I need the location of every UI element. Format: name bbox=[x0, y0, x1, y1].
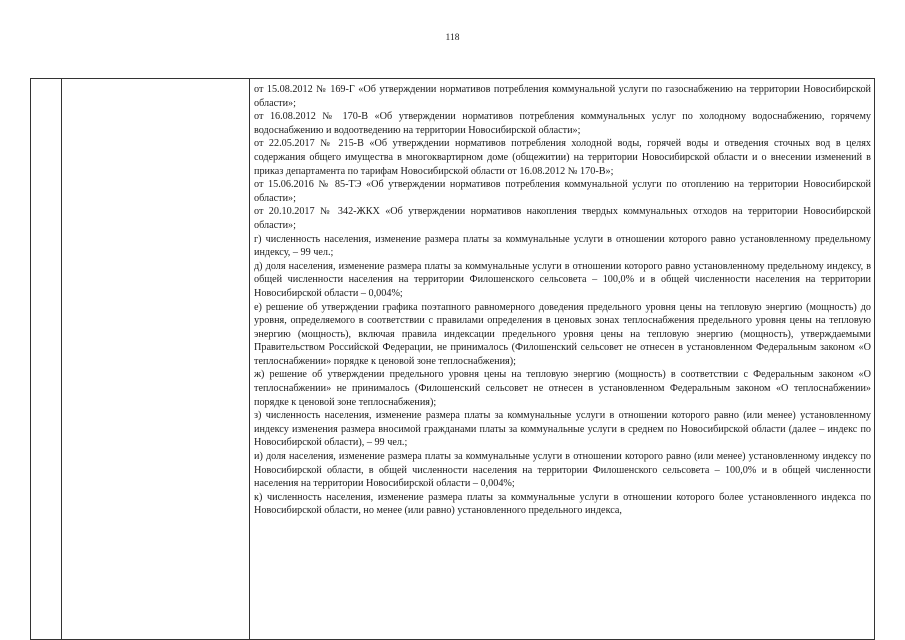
table-cell-name bbox=[62, 79, 250, 640]
paragraph: и) доля населения, изменение размера платы за коммунальные услуги в отношении которого равно (или менее) установленному индексу по Новосибирской области, в общей численности населения на территории Филошенского сельсовета – 100,0% и в общей численности населения на территории Новосибирской области – 0,004%; bbox=[254, 451, 871, 490]
table-cell-number bbox=[31, 79, 62, 640]
document-table bbox=[30, 78, 875, 640]
paragraph: д) доля населения, изменение размера платы за коммунальные услуги в отношении которого равно установленному предельному индексу, в общей численности населения на территории Филошенского сельсовета – 100,0% и в общей численности населения на территории Новосибирской области – 0,004%; bbox=[254, 260, 871, 299]
paragraph: з) численность населения, изменение размера платы за коммунальные услуги в отношении которого равно (или менее) установленному индексу изменения размера вносимой гражданами платы за коммунальные услуги в среднем по Новосибирской области (далее – индекс по Новосибирской области), – 99 чел.; bbox=[254, 410, 871, 449]
page-number: 118 bbox=[445, 33, 460, 43]
paragraph: от 16.08.2012 № 170-В «Об утверждении нормативов потребления коммунальных услуг по холодному водоснабжению, горячему водоснабжению и водоотведению на территории Новосибирской области»; bbox=[254, 111, 871, 136]
paragraph: ж) решение об утверждении предельного уровня цены на тепловую энергию (мощность) в соответствии с Федеральным законом «О теплоснабжении» не принималось (Филошенский сельсовет не отнесен в установленном Федеральным законом «О теплоснабжении» порядке к ценовой зоне теплоснабжения); bbox=[254, 369, 871, 408]
paragraph: от 15.06.2016 № 85-ТЭ «Об утверждении нормативов потребления коммунальной услуги по отоплению на территории Новосибирской области»; bbox=[254, 179, 871, 204]
table-cell-content bbox=[250, 79, 875, 640]
paragraph: от 15.08.2012 № 169-Г «Об утверждении нормативов потребления коммунальной услуги по газоснабжению на территории Новосибирской области»; bbox=[254, 84, 871, 109]
table-row bbox=[31, 79, 875, 640]
paragraph: г) численность населения, изменение размера платы за коммунальные услуги в отношении которого равно установленному предельному индексу, – 99 чел.; bbox=[254, 233, 871, 259]
paragraph: е) решение об утверждении графика поэтапного равномерного доведения предельного уровня цены на тепловую энергию (мощность) до уровня, определяемого в соответствии с правилами определения в ценовых зонах теплоснабжения предельного уровня цены на тепловую энергию (мощность), включая правила индексации предельного уровня цены на тепловую энергию (мощность), утверждаемыми Правительством Российской Федерации, не принималось (Филошенский сельсовет не отнесен в установленном Федеральным законом «О теплоснабжении» порядке к ценовой зоне теплоснабжения); bbox=[254, 301, 871, 367]
paragraph: к) численность населения, изменение размера платы за коммунальные услуги в отношении которого более установленного индекса по Новосибирской области, но менее (или равно) установленного предельного индекса, bbox=[254, 491, 871, 517]
paragraph: от 20.10.2017 № 342-ЖКХ «Об утверждении нормативов накопления твердых коммунальных отходов на территории Новосибирской области»; bbox=[254, 206, 871, 231]
paragraph: от 22.05.2017 № 215-В «Об утверждении нормативов потребления холодной воды, горячей воды и отведения сточных вод в целях содержания общего имущества в многоквартирном доме (общежитии) на территории Новосибирской области и о внесении изменений в приказ департамента по тарифам Новосибирской области от 16.08.2012 № 170-В»; bbox=[254, 138, 871, 177]
